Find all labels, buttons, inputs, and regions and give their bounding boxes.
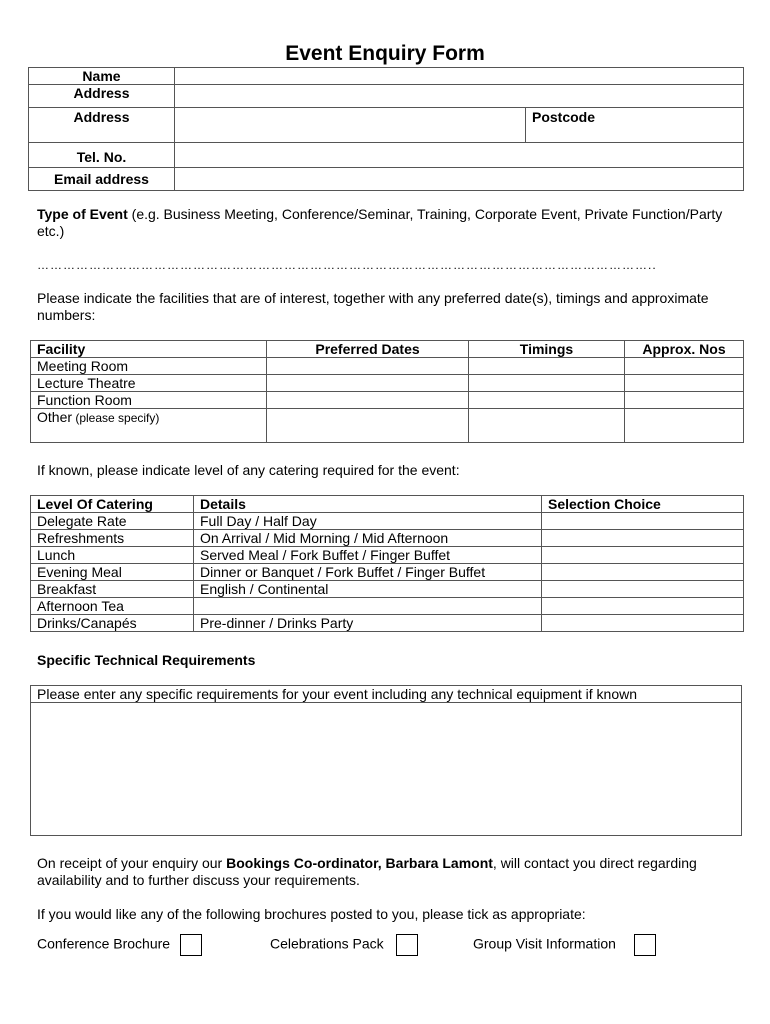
catering-intro: If known, please indicate level of any catering required for the event:: [37, 462, 460, 478]
tech-table: [30, 685, 742, 836]
event-type-hint: (e.g. Business Meeting, Conference/Seminar, Training, Corporate Event, Private Function/Party etc.): [37, 206, 723, 239]
timings-header: Timings: [469, 341, 625, 358]
facility-meeting-room: Meeting Room: [31, 358, 267, 375]
name-field[interactable]: [175, 68, 744, 85]
facility-function-room: Function Room: [31, 392, 267, 409]
cell-input[interactable]: [625, 358, 744, 375]
catering-level: Breakfast: [31, 581, 194, 598]
address-field-2[interactable]: [175, 108, 526, 143]
catering-details: English / Continental: [194, 581, 542, 598]
level-header: Level Of Catering: [31, 496, 194, 513]
group-visit-checkbox[interactable]: [634, 934, 656, 956]
other-hint: (please specify): [72, 411, 160, 425]
selection-choice-input[interactable]: [542, 615, 744, 632]
catering-level: Afternoon Tea: [31, 598, 194, 615]
cell-input[interactable]: [469, 409, 625, 443]
receipt-pre: On receipt of your enquiry our: [37, 855, 227, 871]
catering-details: Dinner or Banquet / Fork Buffet / Finger Buffet: [194, 564, 542, 581]
conference-brochure-checkbox[interactable]: [180, 934, 202, 956]
receipt-text: [37, 855, 737, 889]
brochure-conference: [37, 934, 202, 956]
selection-choice-input[interactable]: [542, 513, 744, 530]
name-label: Name: [29, 68, 175, 85]
address-field[interactable]: [175, 85, 744, 108]
celebrations-pack-label: Celebrations Pack: [270, 935, 384, 952]
cell-input[interactable]: [469, 392, 625, 409]
cell-input[interactable]: [469, 358, 625, 375]
cell-input[interactable]: [267, 409, 469, 443]
catering-level: Lunch: [31, 547, 194, 564]
cell-input[interactable]: [469, 375, 625, 392]
facility-header: Facility: [31, 341, 267, 358]
selection-header: Selection Choice: [542, 496, 744, 513]
group-visit-label: Group Visit Information: [473, 935, 616, 952]
form-title: Event Enquiry Form: [285, 42, 485, 65]
catering-table: [30, 495, 744, 632]
catering-details: On Arrival / Mid Morning / Mid Afternoon: [194, 530, 542, 547]
contact-table: [28, 67, 744, 191]
cell-input[interactable]: [267, 375, 469, 392]
catering-level: Evening Meal: [31, 564, 194, 581]
facilities-intro: Please indicate the facilities that are of interest, together with any preferred date(s), timings and approximate numbers:: [37, 290, 709, 323]
selection-choice-input[interactable]: [542, 581, 744, 598]
event-type-field[interactable]: ……………………………………………………………………………………………………………………………..: [37, 258, 657, 272]
email-label: Email address: [29, 168, 175, 191]
cell-input[interactable]: [625, 392, 744, 409]
tel-label: Tel. No.: [29, 143, 175, 168]
catering-level: Drinks/Canapés: [31, 615, 194, 632]
preferred-dates-header: Preferred Dates: [267, 341, 469, 358]
catering-details: Pre-dinner / Drinks Party: [194, 615, 542, 632]
catering-level: Refreshments: [31, 530, 194, 547]
facilities-table: [30, 340, 744, 443]
address-label-2: Address: [29, 108, 175, 143]
cell-input[interactable]: [267, 358, 469, 375]
email-field[interactable]: [175, 168, 744, 191]
brochure-intro: If you would like any of the following brochures posted to you, please tick as appropriate:: [37, 906, 586, 922]
details-header: Details: [194, 496, 542, 513]
conference-brochure-label: Conference Brochure: [37, 935, 171, 952]
receipt-post: , will contact you direct regarding availability and to further discuss your requirements.: [37, 855, 697, 888]
catering-details: [194, 598, 542, 615]
tel-field[interactable]: [175, 143, 744, 168]
approx-nos-header: Approx. Nos: [625, 341, 744, 358]
event-type-label: Type of Event: [37, 206, 128, 222]
address-label: Address: [29, 85, 175, 108]
tech-prompt: Please enter any specific requirements for your event including any technical equipment if known: [31, 686, 742, 703]
catering-level: Delegate Rate: [31, 513, 194, 530]
other-label: Other: [37, 409, 73, 425]
selection-choice-input[interactable]: [542, 547, 744, 564]
brochure-group-visit: [473, 934, 656, 956]
cell-input[interactable]: [625, 409, 744, 443]
facility-other: [31, 409, 267, 443]
selection-choice-input[interactable]: [542, 564, 744, 581]
catering-details: Served Meal / Fork Buffet / Finger Buffet: [194, 547, 542, 564]
selection-choice-input[interactable]: [542, 530, 744, 547]
selection-choice-input[interactable]: [542, 598, 744, 615]
cell-input[interactable]: [625, 375, 744, 392]
coordinator-name: Bookings Co-ordinator, Barbara Lamont: [226, 855, 493, 871]
brochure-celebrations: [270, 934, 418, 956]
catering-details: Full Day / Half Day: [194, 513, 542, 530]
celebrations-pack-checkbox[interactable]: [396, 934, 418, 956]
postcode-label[interactable]: Postcode: [526, 108, 744, 143]
cell-input[interactable]: [267, 392, 469, 409]
event-type: [37, 206, 737, 240]
tech-requirements-field[interactable]: [31, 703, 742, 836]
facility-lecture-theatre: Lecture Theatre: [31, 375, 267, 392]
tech-heading: Specific Technical Requirements: [37, 652, 256, 668]
